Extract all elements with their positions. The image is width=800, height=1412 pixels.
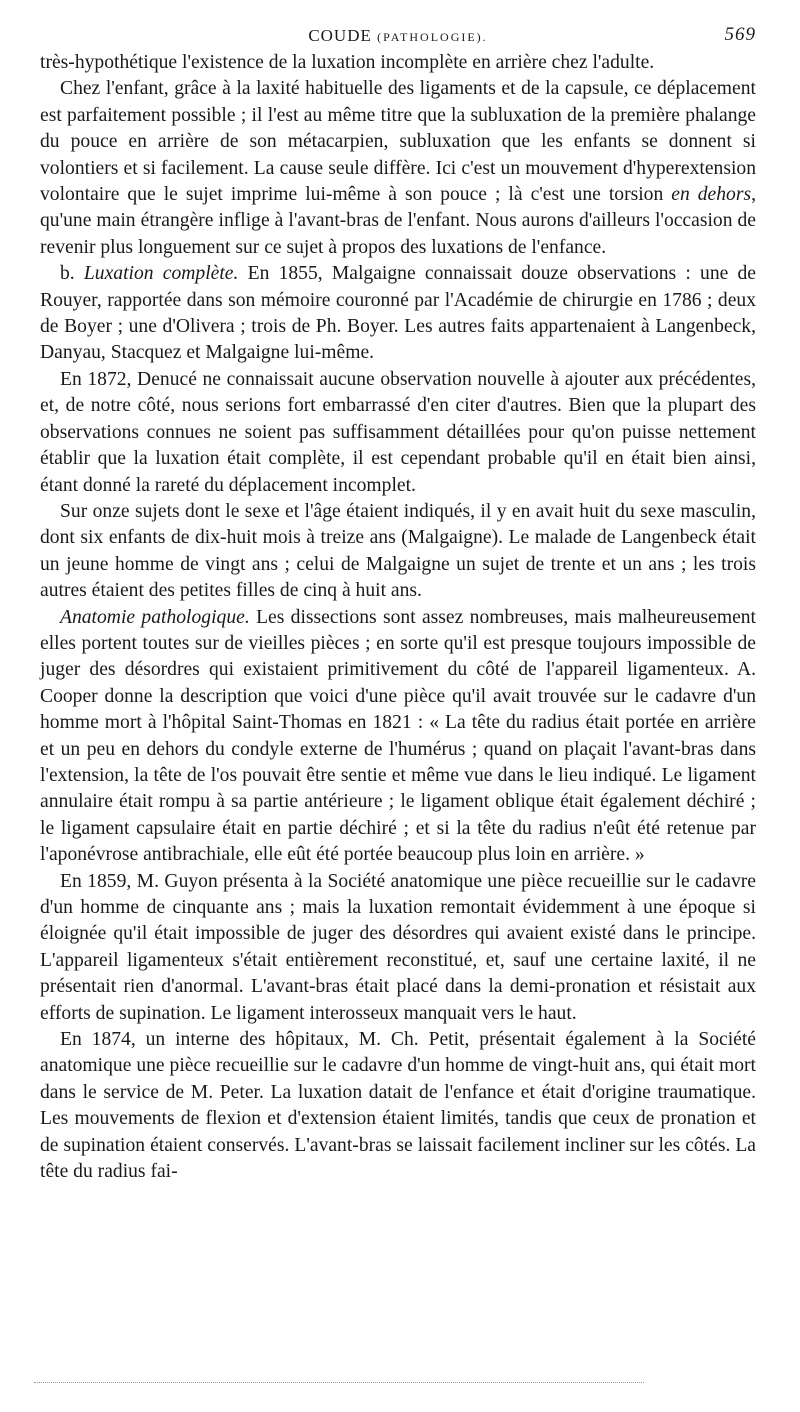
paragraph-text: Chez l'enfant, grâce à la laxité habituelle des ligaments et de la capsule, ce déplacement est parfaitement possible ; il l'est au même titre que la subluxation de la première phalange du pouce en arrière de son métacarpien, subluxation que les enfants se donnent si volontiers et si facilement. La cause seule diffère. Ici c'est un mouvement d'hyperextension volontaire que le sujet imprime lui-même à son pouce ; là c'est une torsion xyxy=(40,78,756,206)
paragraph xyxy=(40,1027,756,1185)
paragraph-text: En 1872, Denucé ne connaissait aucune observation nouvelle à ajouter aux précédentes, et, de notre côté, nous serions fort embarrassé d'en citer d'autres. Bien que la plupart des observations connues ne soient pas suffisamment détaillées pour qu'on puisse nettement établir que la luxation était complète, il est cependant probable qu'il en était bien ainsi, étant donné la rareté du déplacement incomplet. xyxy=(40,368,756,496)
section-heading: Luxation complète. xyxy=(83,263,239,285)
page-number: 569 xyxy=(724,24,756,45)
paragraph-text: En 1855, Malgaigne connaissait douze observations : une de Rouyer, rapportée dans son mémoire couronné par l'Académie de chirurgie en 1786 ; deux de Boyer ; une d'Olivera ; trois de Ph. Boyer. Les autres faits appartenaient à Langenbeck, Danyau, Stacquez et Malgaigne lui-même. xyxy=(40,263,757,364)
footer-divider xyxy=(34,1382,644,1383)
section-heading: Anatomie pathologique. xyxy=(60,606,250,628)
paragraph-text: , qu'une main étrangère inflige à l'avant-bras de l'enfant. Nous aurons d'ailleurs l'occasion de revenir plus longuement sur ce sujet à propos des luxations de l'enfance. xyxy=(40,184,756,258)
paragraph-text: En 1859, M. Guyon présenta à la Société anatomique une pièce recueillie sur le cadavre d'un homme de cinquante ans ; mais la luxation remontait évidemment à une époque si éloignée qu'il était impossible de juger des désordres qui avaient existé dans le principe. L'appareil ligamenteux s'était entièrement reconstitué, et, sauf une certaine laxité, il ne présentait rien d'anormal. L'avant-bras était placé dans la demi-pronation et résistait aux efforts de supination. Le ligament interosseux manquait vers le haut. xyxy=(40,870,756,1024)
paragraph-text: très-hypothétique l'existence de la luxation incomplète en arrière chez l'adulte. xyxy=(40,52,655,73)
paragraph xyxy=(40,261,756,367)
paragraph-text: En 1874, un interne des hôpitaux, M. Ch. Petit, présentait également à la Société anatomique une pièce recueillie sur le cadavre d'un homme de vingt-huit ans, qui était mort dans le service de M. Peter. La luxation datait de l'enfance et était d'origine traumatique. Les mouvements de flexion et d'extension étaient limités, tandis que ceux de pronation et de supination étaient conservés. L'avant-bras se laissait facilement incliner sur les côtés. La tête du radius fai- xyxy=(40,1029,756,1183)
paragraph-text: Sur onze sujets dont le sexe et l'âge étaient indiqués, il y en avait huit du sexe masculin, dont six enfants de dix-huit mois à treize ans (Malgaigne). Le malade de Langenbeck était un jeune homme de vingt ans ; celui de Malgaigne un sujet de trente et un ans ; les trois autres étaient des petites filles de cinq à huit ans. xyxy=(40,500,756,602)
paragraph xyxy=(40,605,756,869)
paragraph xyxy=(40,869,756,1027)
paragraph xyxy=(40,50,756,76)
paragraph xyxy=(40,499,756,605)
paragraph-text: Les dissections sont assez nombreuses, mais malheureusement elles portent toutes sur de vieilles pièces ; en sorte qu'il est presque toujours impossible de juger des désordres qui existaient primitivement du côté de l'appareil ligamenteux. A. Cooper donne la description que voici d'une pièce qu'il avait trouvée sur le cadavre d'un homme mort à l'hôpital Saint-Thomas en 1821 : « La tête du radius était portée en arrière et un peu en dehors du condyle externe de l'humérus ; quand on plaçait l'avant-bras dans l'extension, la tête de l'os pouvait être sentie et même vue dans le lieu indiqué. Le ligament annulaire était rompu à sa partie antérieure ; le ligament oblique était également déchiré ; le ligament capsulaire était en partie déchiré ; et si la tête du radius n'eût été retenue par l'aponévrose antibrachiale, elle eût été portée beaucoup plus loin en arrière. » xyxy=(40,606,757,866)
running-title xyxy=(40,26,756,46)
header-subtitle: (PATHOLOGIE). xyxy=(377,30,488,44)
running-header xyxy=(40,24,756,50)
section-letter: b. xyxy=(60,263,84,285)
page xyxy=(40,24,756,1185)
body-text xyxy=(40,50,756,1185)
header-title: COUDE xyxy=(308,26,372,45)
emphasis-text: en dehors xyxy=(671,184,752,206)
paragraph xyxy=(40,76,756,261)
paragraph xyxy=(40,367,756,499)
